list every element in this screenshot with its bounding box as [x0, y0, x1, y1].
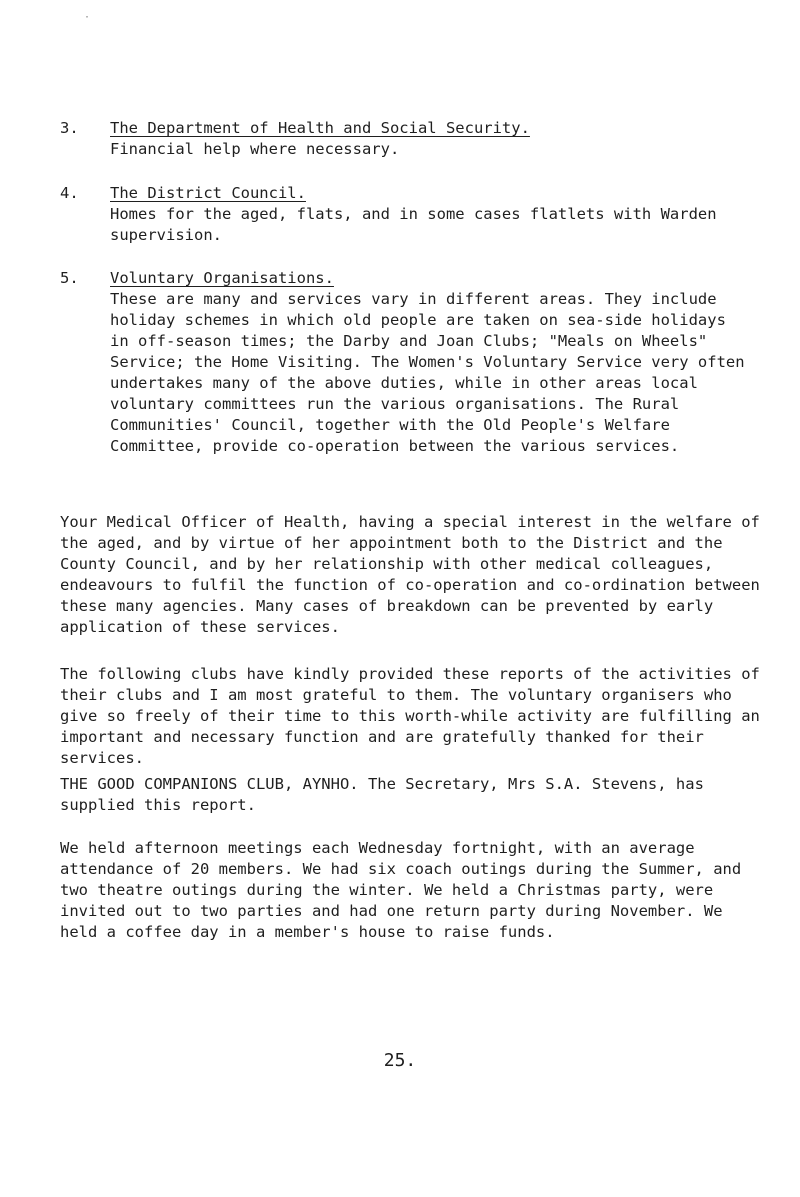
club-name: THE GOOD COMPANIONS CLUB, AYNHO.	[60, 775, 359, 793]
section-heading: Voluntary Organisations.	[110, 269, 334, 287]
section-5	[60, 268, 750, 457]
clubs-intro-paragraph: The following clubs have kindly provided these reports of the activities of their clubs and I am most grateful to them. The voluntary organisers who give so freely of their time to this worth-while activity are fulfilling an important and necessary function and are gratefully thanked for their services.	[60, 665, 760, 767]
section-number: 4.	[60, 184, 79, 202]
section-4	[60, 183, 750, 246]
medical-officer-paragraph: Your Medical Officer of Health, having a special interest in the welfare of the aged, and by virtue of her appointment both to the District and the County Council, and by her relationship with other medical colleagues, endeavours to fulfil the function of co-operation and co-ordination between these many agencies. Many cases of breakdown can be prevented by early application of these services.	[60, 513, 760, 636]
club-report-header	[60, 774, 760, 816]
section-3	[60, 118, 750, 160]
section-heading: The Department of Health and Social Security.	[110, 119, 530, 137]
section-text: These are many and services vary in different areas. They include holiday schemes in which old people are taken on sea-side holidays in off-season times; the Darby and Joan Clubs; "Meals on Wheels" Service; the Home Visiting. The Women's Voluntary Service very often undertakes many of the above duties, while in other areas local voluntary committees run the various organisations. The Rural Communities' Council, together with the Old People's Welfare Committee, provide co-operation between the various services.	[110, 290, 745, 455]
scan-speck: ·	[84, 12, 91, 23]
section-heading: The District Council.	[110, 184, 306, 202]
section-text: Financial help where necessary.	[110, 140, 400, 158]
club-report-paragraph: We held afternoon meetings each Wednesday fortnight, with an average attendance of 20 members. We had six coach outings during the Summer, and two theatre outings during the winter. We held a Christmas party, were invited out to two parties and had one return party during November. We held a coffee day in a member's house to raise funds.	[60, 839, 742, 941]
club-secretary-note: The Secretary, Mrs S.A. Stevens, has supplied this report.	[60, 775, 704, 814]
section-number: 5.	[60, 269, 79, 287]
section-number: 3.	[60, 119, 79, 137]
section-text: Homes for the aged, flats, and in some cases flatlets with Warden supervision.	[110, 205, 717, 244]
page-number: 25.	[383, 1050, 417, 1071]
